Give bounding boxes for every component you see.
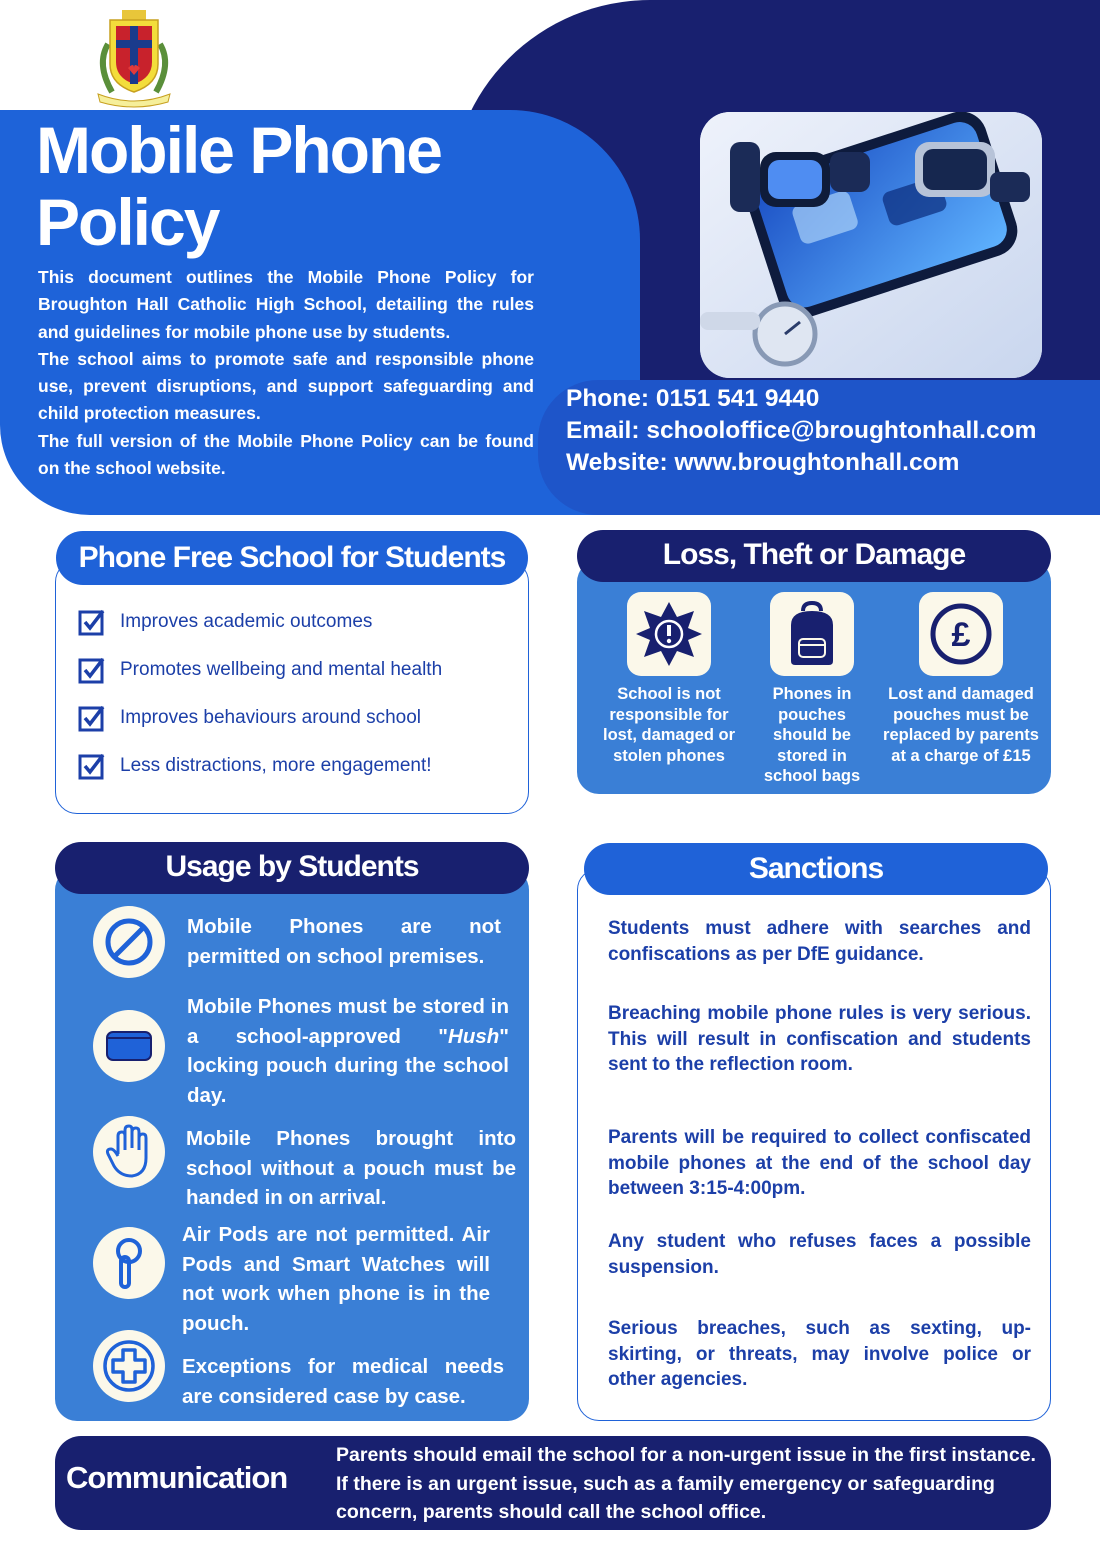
benefit-label: Promotes wellbeing and mental health <box>120 659 443 680</box>
list-item <box>78 607 372 637</box>
loss-item-text: Phones in pouches should be stored in school bags <box>763 685 861 785</box>
intro-paragraph: The school aims to promote safe and responsible phone use, prevent disruptions, and support safeguarding and child protection measures. <box>38 348 534 424</box>
loss-item-text: Lost and damaged pouches must be replaced by parents at a charge of £15 <box>883 685 1039 765</box>
list-item <box>78 751 432 781</box>
loss-item <box>756 592 868 787</box>
usage-rule: Mobile Phones are not permitted on school premises. <box>187 915 501 968</box>
usage-rule: Mobile Phones brought into school without a pouch must be handed in on arrival. <box>186 1127 516 1209</box>
usage-rule-part: " locking pouch during the school day. <box>187 1024 509 1107</box>
pouch-icon <box>93 1010 165 1082</box>
checkbox-checked-icon <box>78 752 106 780</box>
usage-rule: Air Pods are not permitted. Air Pods and Smart Watches will not work when phone is in the pouch. <box>182 1223 490 1335</box>
checkbox-checked-icon <box>78 656 106 684</box>
loss-item <box>876 592 1046 766</box>
list-item <box>78 703 421 733</box>
intro-paragraph: The full version of the Mobile Phone Policy can be found on the school website. <box>38 430 534 479</box>
communication-text: Parents should email the school for a non-urgent issue in the first instance. If there is an urgent issue, such as a family emergency or safeguarding concern, parents should call the school office. <box>336 1444 1036 1523</box>
checkbox-checked-icon <box>78 704 106 732</box>
communication-heading: Communication <box>66 1460 288 1495</box>
benefit-label: Less distractions, more engagement! <box>120 755 432 776</box>
sanction-item: Parents will be required to collect confiscated mobile phones at the end of the school day between 3:15-4:00pm. <box>608 1127 1031 1199</box>
sanction-item: Breaching mobile phone rules is very serious. This will result in confiscation and students sent to the reflection room. <box>608 1003 1031 1075</box>
contact-phone[interactable]: Phone: 0151 541 9440 <box>566 385 820 412</box>
earbud-icon <box>93 1227 165 1299</box>
pound-symbol: £ <box>951 616 971 654</box>
school-crest-logo <box>88 4 180 108</box>
loss-item-text: School is not responsible for lost, damaged or stolen phones <box>602 685 736 765</box>
hush-brand: Hush <box>448 1024 500 1048</box>
intro-paragraph: This document outlines the Mobile Phone Policy for Broughton Hall Catholic High School, detailing the rules and guidelines for mobile phone use by students. <box>38 267 534 342</box>
hand-icon <box>93 1116 165 1188</box>
checkbox-checked-icon <box>78 608 106 636</box>
sanction-item: Any student who refuses faces a possible suspension. <box>608 1231 1031 1278</box>
sanctions-heading: Sanctions <box>584 843 1048 895</box>
usage-rule: Exceptions for medical needs are considered case by case. <box>182 1355 504 1408</box>
contact-website[interactable]: Website: www.broughtonhall.com <box>566 449 960 476</box>
contact-email[interactable]: Email: schooloffice@broughtonhall.com <box>566 417 1037 444</box>
usage-heading: Usage by Students <box>55 842 529 894</box>
loss-theft-heading: Loss, Theft or Damage <box>577 530 1051 582</box>
intro-text <box>38 264 534 482</box>
sanction-item: Students must adhere with searches and confiscations as per DfE guidance. <box>608 918 1031 965</box>
prohibited-icon <box>93 906 165 978</box>
title-line-2: Policy <box>36 185 219 259</box>
page-title <box>36 114 556 258</box>
smartwatch-phone-illustration <box>700 112 1042 378</box>
usage-rule <box>187 992 509 1110</box>
phone-free-heading: Phone Free School for Students <box>56 531 528 585</box>
benefit-label: Improves behaviours around school <box>120 707 422 728</box>
loss-item <box>598 592 740 766</box>
pound-coin-icon <box>919 592 1003 676</box>
list-item <box>78 655 442 685</box>
warning-badge-icon <box>627 592 711 676</box>
contact-info <box>566 383 1036 479</box>
medical-cross-icon <box>93 1330 165 1402</box>
title-line-1: Mobile Phone <box>36 113 441 187</box>
usage-rule-part: Mobile Phones must be stored in a school-approved " <box>187 995 509 1048</box>
benefit-label: Improves academic outcomes <box>120 611 373 632</box>
backpack-icon <box>770 592 854 676</box>
sanction-item: Serious breaches, such as sexting, up-skirting, or threats, may involve police or other agencies. <box>608 1318 1031 1390</box>
